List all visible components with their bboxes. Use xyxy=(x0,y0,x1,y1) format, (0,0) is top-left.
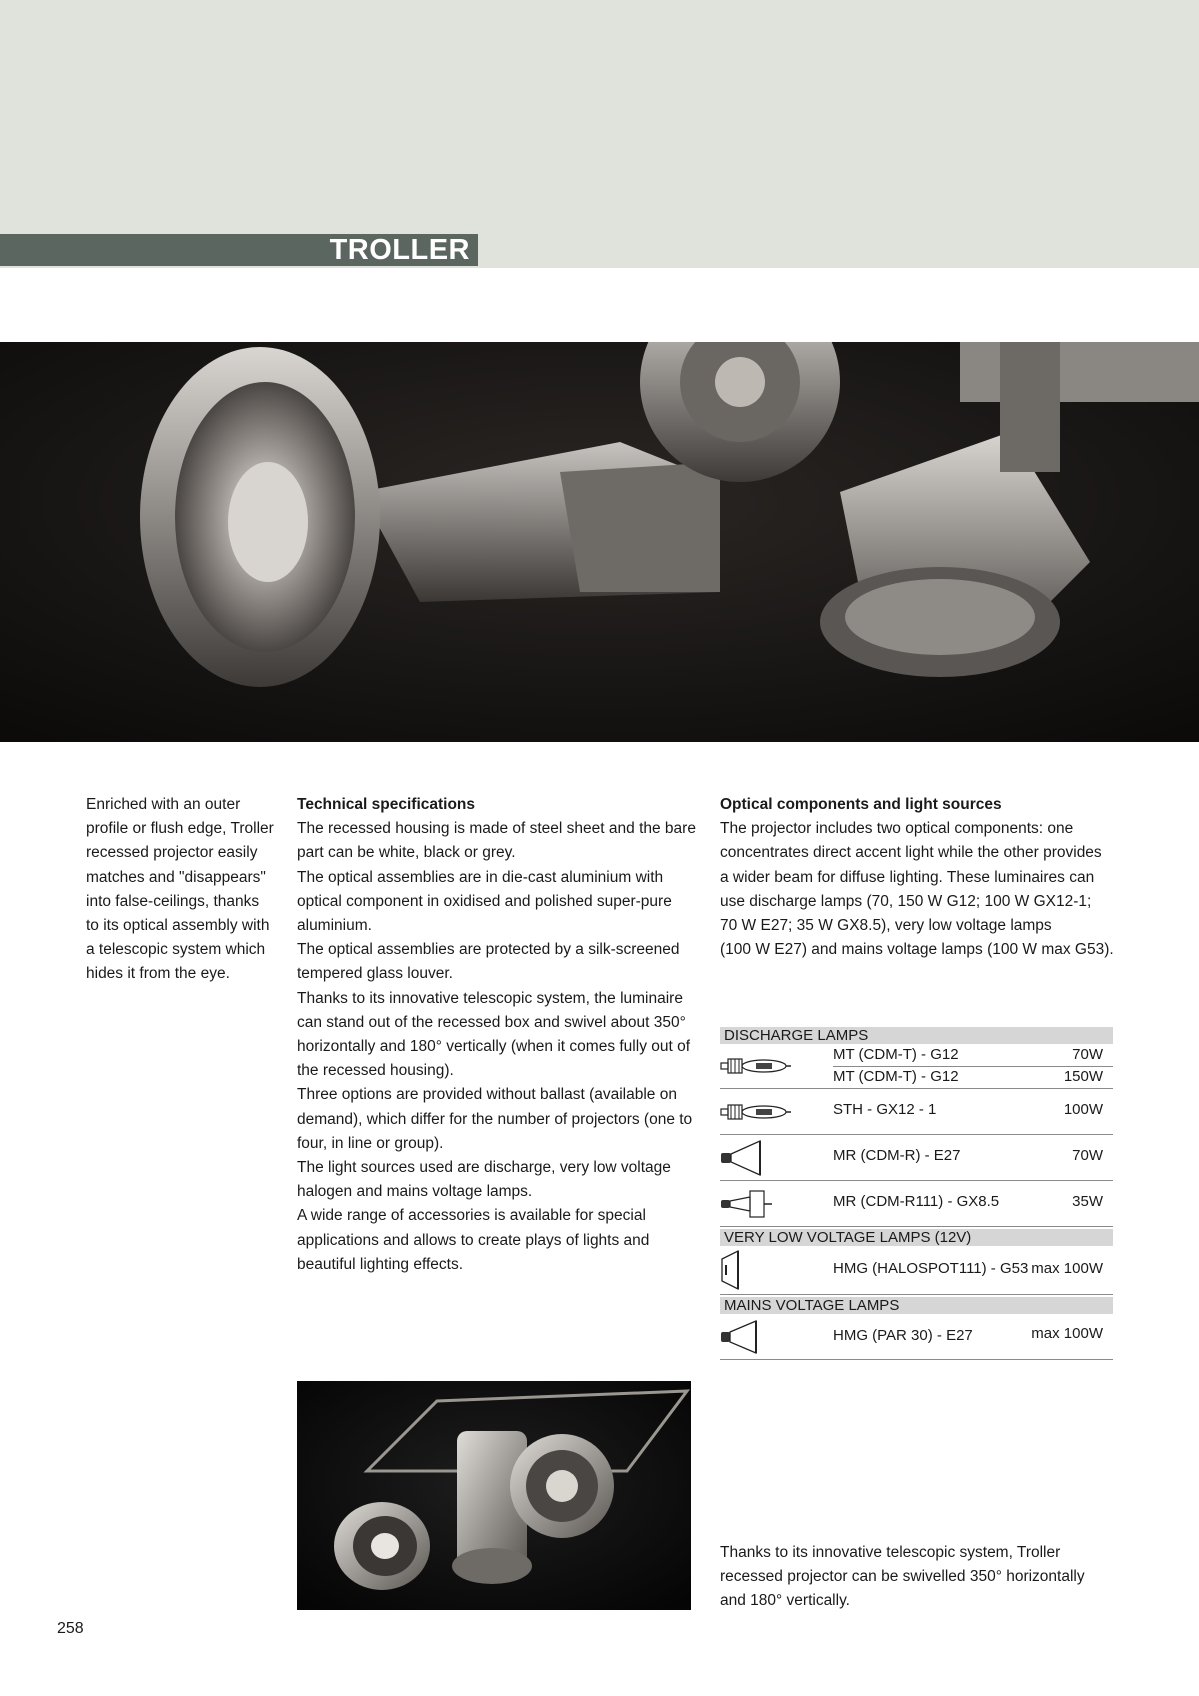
lamp-name: MR (CDM-R) - E27 xyxy=(833,1147,961,1164)
lamp-wattage: max 100W xyxy=(1031,1325,1103,1342)
lamp-name: MR (CDM-R111) - GX8.5 xyxy=(833,1193,1000,1210)
category-discharge: DISCHARGE LAMPS xyxy=(720,1027,1113,1044)
hero-photo xyxy=(0,342,1199,742)
spec-paragraph: Thanks to its innovative telescopic system, the luminaire can stand out of the recessed box and swivel about 350° horizontally and 180° vertically (when it comes fully out of the recessed housing). xyxy=(297,989,691,1080)
title-bar xyxy=(0,234,478,266)
lamp-name: MT (CDM-T) - G12 xyxy=(833,1068,959,1085)
spec-paragraph: Three options are provided without ballast (available on demand), which differ for the number of projectors (one to four, in line or group). xyxy=(297,1086,693,1152)
lamp-wattage: 100W xyxy=(1063,1101,1103,1118)
optical-line: concentrates direct accent light while the other provides xyxy=(720,844,1102,862)
optical-heading: Optical components and light sources xyxy=(720,796,1002,813)
lamp-name: STH - GX12 - 1 xyxy=(833,1101,937,1118)
discharge-lamp-icon xyxy=(720,1100,792,1124)
intro-text xyxy=(86,793,276,987)
spec-paragraph: The optical assemblies are in die-cast aluminium with optical component in oxidised and polished super-pure aluminium. xyxy=(297,868,672,935)
optical-line: use discharge lamps (70, 150 W G12; 100 W GX12-1; xyxy=(720,892,1092,910)
lamp-wattage: 35W xyxy=(1072,1193,1103,1210)
photo-caption: Thanks to its innovative telescopic system, Troller recessed projector can be swivelled 350° horizontally and 180° vertically. xyxy=(720,1544,1085,1610)
par-lamp-icon xyxy=(720,1318,762,1356)
lamp-entry xyxy=(833,1044,1113,1067)
spec-paragraph: The recessed housing is made of steel sheet and the bare part can be white, black or grey. xyxy=(297,820,696,862)
optical-line: 70 W E27; 35 W GX8.5), very low voltage lamps xyxy=(720,917,1052,935)
category-mains-voltage: MAINS VOLTAGE LAMPS xyxy=(720,1297,1113,1314)
page-title: TROLLER xyxy=(329,234,470,266)
lamp-wattage: 70W xyxy=(1072,1147,1103,1164)
discharge-lamp-icon xyxy=(720,1054,792,1078)
halospot-lamp-icon xyxy=(720,1249,744,1291)
lamp-row xyxy=(720,1314,1113,1360)
lamp-name: MT (CDM-T) - G12 xyxy=(833,1046,959,1063)
lamp-name: HMG (PAR 30) - E27 xyxy=(833,1327,973,1344)
lamp-name: HMG (HALOSPOT111) - G53 xyxy=(833,1260,1029,1277)
intro-paragraph: Enriched with an outer profile or flush edge, Troller recessed projector easily matches and "disappears" into false-ceilings, thanks to its optical assembly with a telescopic system which hides it from the eye. xyxy=(86,796,274,983)
spec-paragraph: A wide range of accessories is available for special applications and allows to create plays of lights and beautiful lighting effects. xyxy=(297,1207,650,1273)
pin-lamp-icon xyxy=(720,1187,774,1221)
page-number: 258 xyxy=(57,1620,84,1637)
reflector-lamp-icon xyxy=(720,1139,766,1177)
spec-paragraph: The optical assemblies are protected by a silk-screened tempered glass louver. xyxy=(297,941,680,983)
lamp-row xyxy=(720,1246,1113,1295)
technical-specifications xyxy=(297,793,697,1277)
optical-line: The projector includes two optical components: one xyxy=(720,820,1074,838)
lamp-row xyxy=(720,1135,1113,1181)
lamp-table xyxy=(720,1027,1113,1360)
category-very-low-voltage: VERY LOW VOLTAGE LAMPS (12V) xyxy=(720,1229,1113,1246)
optical-line: (100 W E27) and mains voltage lamps (100 W max G53). xyxy=(720,941,1114,959)
lamp-wattage: 150W xyxy=(1063,1068,1103,1085)
header-band xyxy=(0,0,1199,268)
lamp-row xyxy=(720,1044,1113,1089)
lamp-row xyxy=(720,1181,1113,1227)
optical-components xyxy=(720,793,1120,962)
lamp-row xyxy=(720,1089,1113,1135)
lamp-wattage: max 100W xyxy=(1031,1260,1103,1277)
product-photo xyxy=(297,1381,691,1610)
spec-paragraph: The light sources used are discharge, very low voltage halogen and mains voltage lamps. xyxy=(297,1159,671,1201)
lamp-entry xyxy=(833,1066,1113,1088)
lamp-wattage: 70W xyxy=(1072,1046,1103,1063)
optical-line: a wider beam for diffuse lighting. These luminaires can xyxy=(720,868,1095,886)
technical-heading: Technical specifications xyxy=(297,796,476,813)
